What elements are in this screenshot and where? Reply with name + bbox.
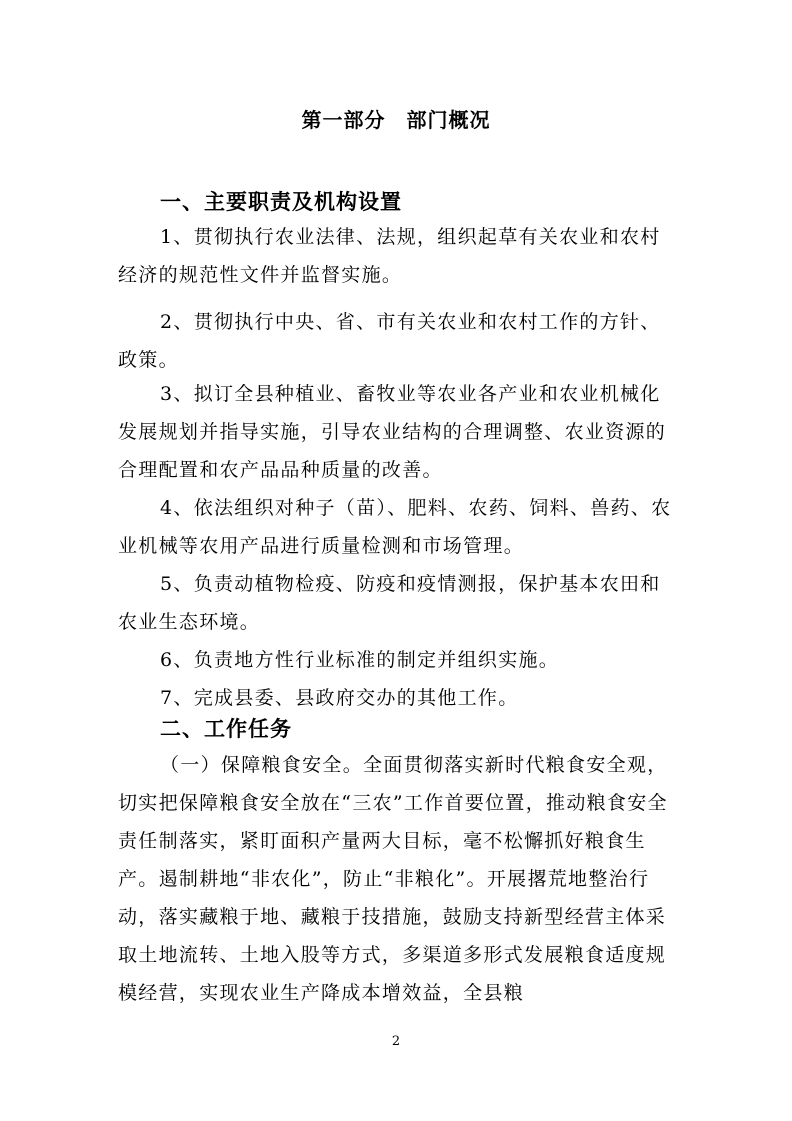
section-heading-duties: 一、主要职责及机构设置 [160,190,402,214]
list-item: 2、贯彻执行中央、省、市有关农业和农村工作的方针、政策。 [118,311,661,371]
list-item: 3、拟订全县种植业、畜牧业等农业各产业和农业机械化发展规划并指导实施，引导农业结构的合理调整、农业资源的合理配置和农产品品种质量的改善。 [118,383,667,481]
paragraph-body: 全面贯彻落实新时代粮食安全观，切实把保障粮食安全放在“三农”工作首要位置，推动粮食安全责任制落实，紧盯面积产量两大目标，毫不松懈抓好粮食生产。遏制耕地“非农化”，防止“非粮化”。开展撂荒地整治行动，落实藏粮于地、藏粮于技措施，鼓励支持新型经营主体采取土地流转、土地入股等方式，多渠道多形式发展粮食适度规模经营，实现农业生产降成本增效益，全县粮 [118,754,668,1004]
list-item: 7、完成县委、县政府交办的其他工作。 [160,687,519,709]
page-title: 第一部分 部门概况 [301,108,491,132]
paragraph-lead: （一）保障粮食安全。 [160,754,364,776]
section-heading-tasks: 二、工作任务 [160,717,292,741]
list-item: 1、贯彻执行农业法律、法规，组织起草有关农业和农村经济的规范性文件并监督实施。 [118,226,661,286]
page-number: 2 [391,1034,401,1049]
list-item: 5、负责动植物检疫、防疫和疫情测报，保护基本农田和农业生态环境。 [118,573,661,633]
list-item: 4、依法组织对种子（苗）、肥料、农药、饲料、兽药、农业机械等农用产品进行质量检测和市场管理。 [118,497,672,557]
list-item: 6、负责地方性行业标准的制定并组织实施。 [160,649,560,671]
paragraph-grain-security [118,746,678,1012]
